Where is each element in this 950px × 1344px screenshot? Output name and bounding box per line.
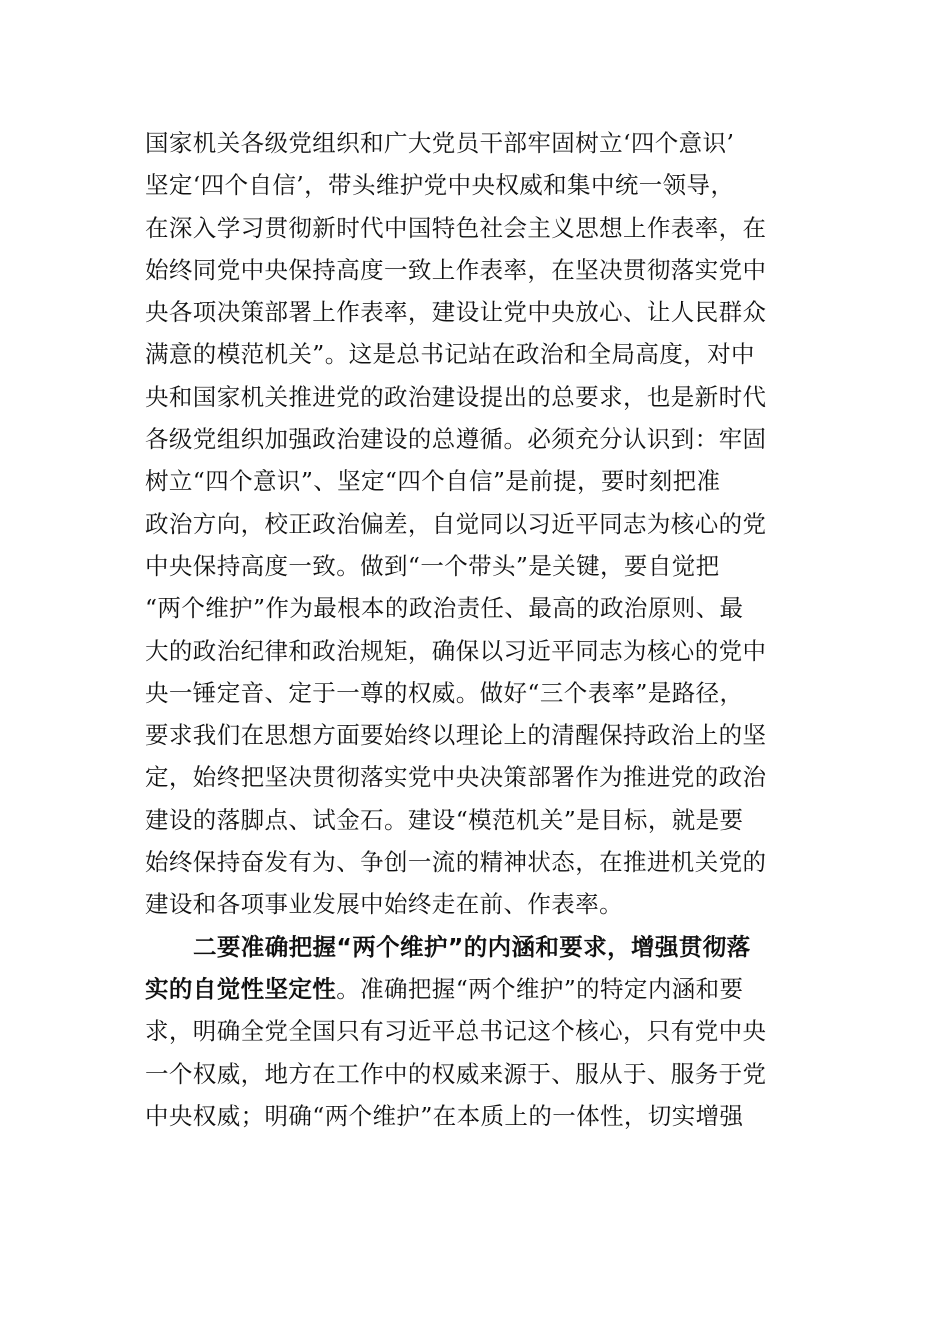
body-line: 建设的落脚点、试金石。建设“模范机关”是目标，就是要	[145, 805, 744, 834]
body-line: 国家机关各级党组织和广大党员干部牢固树立‘四个意识’	[145, 129, 735, 157]
section-heading-continued: 实的自觉性坚定性	[145, 974, 337, 1003]
body-line: 一个权威，地方在工作中的权威来源于、服从于、服务于党	[145, 1059, 767, 1088]
body-line: 始终保持奋发有为、争创一流的精神状态，在推进机关党的	[145, 848, 767, 877]
body-line	[145, 968, 815, 1010]
body-line: 坚定‘四个自信’，带头维护党中央权威和集中统一领导，	[145, 171, 735, 200]
body-line: 始终同党中央保持高度一致上作表率，在坚决贯彻落实党中	[145, 255, 767, 284]
body-line: 央一锤定音、定于一尊的权威。做好“三个表率”是路径，	[145, 678, 744, 707]
body-line: 要求我们在思想方面要始终以理论上的清醒保持政治上的坚	[145, 721, 767, 750]
body-line: 求，明确全党全国只有习近平总书记这个核心，只有党中央	[145, 1017, 767, 1046]
body-line: 大的政治纪律和政治规矩，确保以习近平同志为核心的党中	[145, 636, 767, 665]
body-line: 定，始终把坚决贯彻落实党中央决策部署作为推进党的政治	[145, 763, 767, 792]
body-line: 在深入学习贯彻新时代中国特色社会主义思想上作表率，在	[145, 213, 767, 242]
body-line: 各级党组织加强政治建设的总遵循。必须充分认识到：牢固	[145, 425, 767, 454]
section-heading-line	[145, 926, 815, 968]
body-line: 中央权威；明确“两个维护”在本质上的一体性，切实增强	[145, 1101, 744, 1130]
body-line: 央和国家机关推进党的政治建设提出的总要求，也是新时代	[145, 382, 767, 411]
body-line: 政治方向，校正政治偏差，自觉同以习近平同志为核心的党	[145, 509, 767, 538]
body-line: 树立“四个意识”、坚定“四个自信”是前提，要时刻把准	[145, 467, 721, 496]
body-line: “两个维护”作为最根本的政治责任、最高的政治原则、最	[145, 594, 744, 623]
section-heading: 二要准确把握“两个维护”的内涵和要求，增强贯彻落	[193, 932, 751, 961]
document-body	[145, 122, 815, 1137]
body-text: 。准确把握“两个维护”的特定内涵和要	[336, 974, 744, 1003]
body-line: 满意的模范机关”。这是总书记站在政治和全局高度，对中	[145, 340, 755, 369]
body-line: 央各项决策部署上作表率，建设让党中央放心、让人民群众	[145, 298, 767, 327]
body-line: 建设和各项事业发展中始终走在前、作表率。	[145, 890, 623, 919]
body-line: 中央保持高度一致。做到“一个带头”是关键，要自觉把	[145, 551, 720, 580]
